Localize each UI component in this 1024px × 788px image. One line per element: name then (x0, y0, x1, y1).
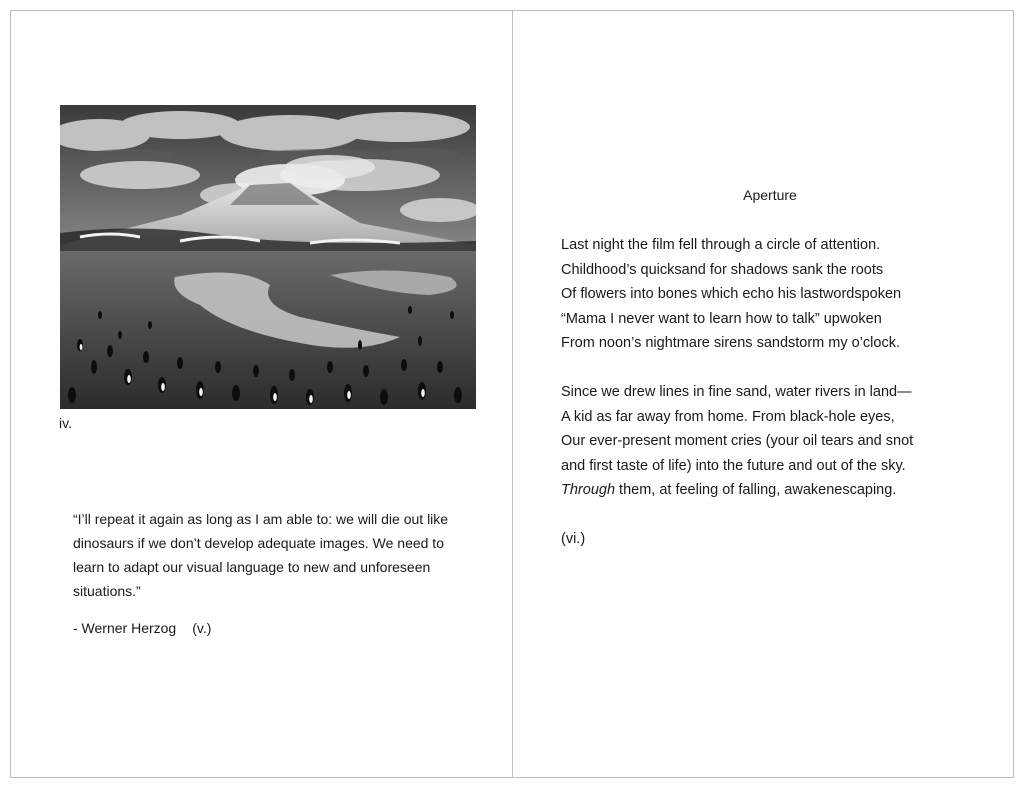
poem-line: Last night the film fell through a circle of attention. (561, 237, 881, 253)
poem-emphasis: Through (561, 482, 616, 499)
figure-caption: iv. (59, 415, 72, 431)
quote-tag: (v.) (192, 620, 212, 636)
attribution-author: - Werner Herzog (73, 620, 177, 636)
poem-line: Childhood’s quicksand for shadows sank the roots (561, 261, 884, 278)
poem-stanza-2 (561, 380, 1001, 503)
poem-caption: (vi.) (561, 531, 586, 547)
poem-line: Our ever-present moment cries (your oil tears and snot (561, 433, 914, 450)
poem-last-line (561, 478, 1001, 503)
poem-title: Aperture (743, 187, 797, 203)
poem-stanza-1 (561, 233, 1001, 356)
poem-line: “Mama I never want to learn how to talk” upwoken (561, 310, 882, 327)
quote-attribution (73, 620, 211, 636)
poem-line: Since we drew lines in fine sand, water rivers in land— (561, 384, 912, 400)
left-page (11, 11, 512, 777)
herzog-quote: “I’ll repeat it again as long as I am able to: we will die out like dinosaurs if we don’t develop adequate images. We need to learn to adapt our visual language to new and unforeseen situations.” (73, 511, 449, 599)
poem-line: A kid as far away from home. From black-hole eyes, (561, 408, 895, 425)
book-spread (10, 10, 1014, 778)
penguin-volcano-photo (60, 105, 476, 409)
photo-illustration (60, 105, 476, 409)
poem-line: From noon’s nightmare sirens sandstorm my o’clock. (561, 335, 900, 352)
poem-last-line-rest: them, at feeling of falling, awakenescaping. (615, 482, 897, 499)
poem-line: and first taste of life) into the future and out of the sky. (561, 457, 906, 474)
poem-line: Of flowers into bones which echo his lastwordspoken (561, 286, 902, 303)
right-page (513, 11, 1013, 777)
